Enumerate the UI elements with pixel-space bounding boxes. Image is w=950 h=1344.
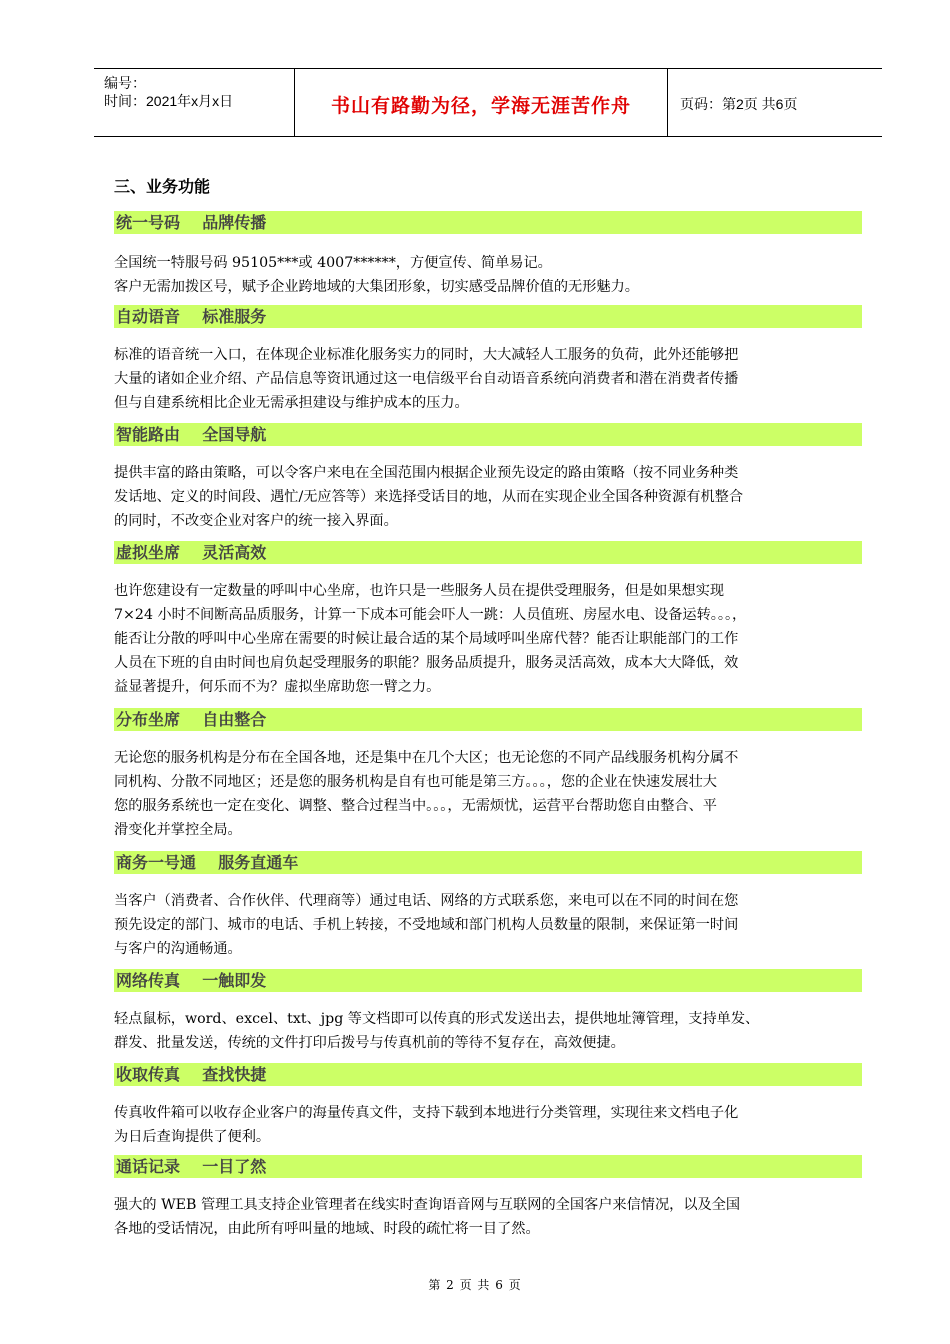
feature-paragraph [114,1101,862,1149]
section-title: 三、业务功能 [114,177,211,196]
feature-heading: 分布坐席 自由整合 [114,708,862,731]
header-motto: 书山有路勤为径，学海无涯苦作舟 [330,95,631,117]
feature-paragraph [114,343,862,415]
paragraph-line: 为日后查询提供了便利。 [114,1129,271,1145]
paragraph-line: 您的服务系统也一定在变化、调整、整合过程当中。。。，无需烦忧，运营平台帮助您自由整合、平 [114,798,717,814]
paragraph-line: 客户无需加拨区号，赋予企业跨地域的大集团形象，切实感受品牌价值的无形魅力。 [114,279,639,295]
paragraph-line: 发话地、定义的时间段、遇忙/无应答等）来选择受话目的地，从而在实现企业全国各种资源有机整合 [114,489,744,505]
feature-heading: 智能路由 全国导航 [114,423,862,446]
paragraph-line: 大量的诸如企业介绍、产品信息等资讯通过这一电信级平台自动语音系统向消费者和潜在消费者传播 [114,371,739,387]
feature-heading: 商务一号通 服务直通车 [114,851,862,874]
feature-heading: 通话记录 一目了然 [114,1155,862,1178]
paragraph-line: 提供丰富的路由策略，可以令客户来电在全国范围内根据企业预先设定的路由策略（按不同业务种类 [114,465,739,481]
feature-paragraph [114,461,862,533]
paragraph-line: 传真收件箱可以收存企业客户的海量传真文件，支持下载到本地进行分类管理，实现往来文档电子化 [114,1105,739,1121]
feature-heading: 自动语音 标准服务 [114,305,862,328]
paragraph-line: 全国统一特服号码 95105***或 4007******，方便宣传、简单易记。 [114,255,552,271]
paragraph-line: 滑变化并掌控全局。 [114,822,242,838]
header-page-number: 页码：第2页 共6页 [680,96,798,112]
paragraph-line: 轻点鼠标，word、excel、txt、jpg 等文档即可以传真的形式发送出去，提供地址簿管理，支持单发、 [114,1011,760,1027]
header-left-cell [94,69,295,136]
paragraph-line: 预先设定的部门、城市的电话、手机上转接，不受地域和部门机构人员数量的限制，来保证第一时间 [114,917,739,933]
feature-heading: 统一号码 品牌传播 [114,211,862,234]
paragraph-line: 当客户（消费者、合作伙伴、代理商等）通过电话、网络的方式联系您，来电可以在不同的时间在您 [114,893,739,909]
document-code-label: 编号： [104,75,146,91]
page-header [94,68,882,137]
feature-paragraph [114,1193,862,1241]
paragraph-line: 标准的语音统一入口，在体现企业标准化服务实力的同时，大大减轻人工服务的负荷，此外还能够把 [114,347,739,363]
paragraph-line: 各地的受话情况，由此所有呼叫量的地域、时段的疏忙将一目了然。 [114,1221,540,1237]
feature-heading: 网络传真 一触即发 [114,969,862,992]
document-time-label: 时间：2021年x月x日 [104,93,234,109]
feature-paragraph [114,579,862,699]
paragraph-line: 也许您建设有一定数量的呼叫中心坐席，也许只是一些服务人员在提供受理服务，但是如果想实现 [114,583,725,599]
paragraph-line: 同机构、分散不同地区；还是您的服务机构是自有也可能是第三方。。。，您的企业在快速发展壮大 [114,774,717,790]
page-footer: 第 2 页 共 6 页 [428,1278,522,1292]
paragraph-line: 强大的 WEB 管理工具支持企业管理者在线实时查询语音网与互联网的全国客户来信情况，以及全国 [114,1197,741,1213]
paragraph-line: 益显著提升，何乐而不为？虚拟坐席助您一臂之力。 [114,679,441,695]
header-motto-cell [295,69,668,136]
paragraph-line: 无论您的服务机构是分布在全国各地，还是集中在几个大区；也无论您的不同产品线服务机构分属不 [114,750,739,766]
paragraph-line: 群发、批量发送，传统的文件打印后拨号与传真机前的等待不复存在，高效便捷。 [114,1035,625,1051]
feature-heading: 虚拟坐席 灵活高效 [114,541,862,564]
paragraph-line: 人员在下班的自由时间也肩负起受理服务的职能？服务品质提升，服务灵活高效，成本大大降低，效 [114,655,739,671]
feature-paragraph [114,746,862,842]
paragraph-line: 能否让分散的呼叫中心坐席在需要的时候让最合适的某个局域呼叫坐席代替？能否让职能部门的工作 [114,631,739,647]
paragraph-line: 的同时，不改变企业对客户的统一接入界面。 [114,513,398,529]
paragraph-line: 7×24 小时不间断高品质服务，计算一下成本可能会吓人一跳：人员值班、房屋水电、设备运转。。。， [114,607,747,623]
feature-paragraph [114,889,862,961]
feature-heading: 收取传真 查找快捷 [114,1063,862,1086]
paragraph-line: 与客户的沟通畅通。 [114,941,242,957]
feature-paragraph [114,251,862,299]
feature-paragraph [114,1007,862,1055]
paragraph-line: 但与自建系统相比企业无需承担建设与维护成本的压力。 [114,395,469,411]
header-page-cell [668,69,882,136]
